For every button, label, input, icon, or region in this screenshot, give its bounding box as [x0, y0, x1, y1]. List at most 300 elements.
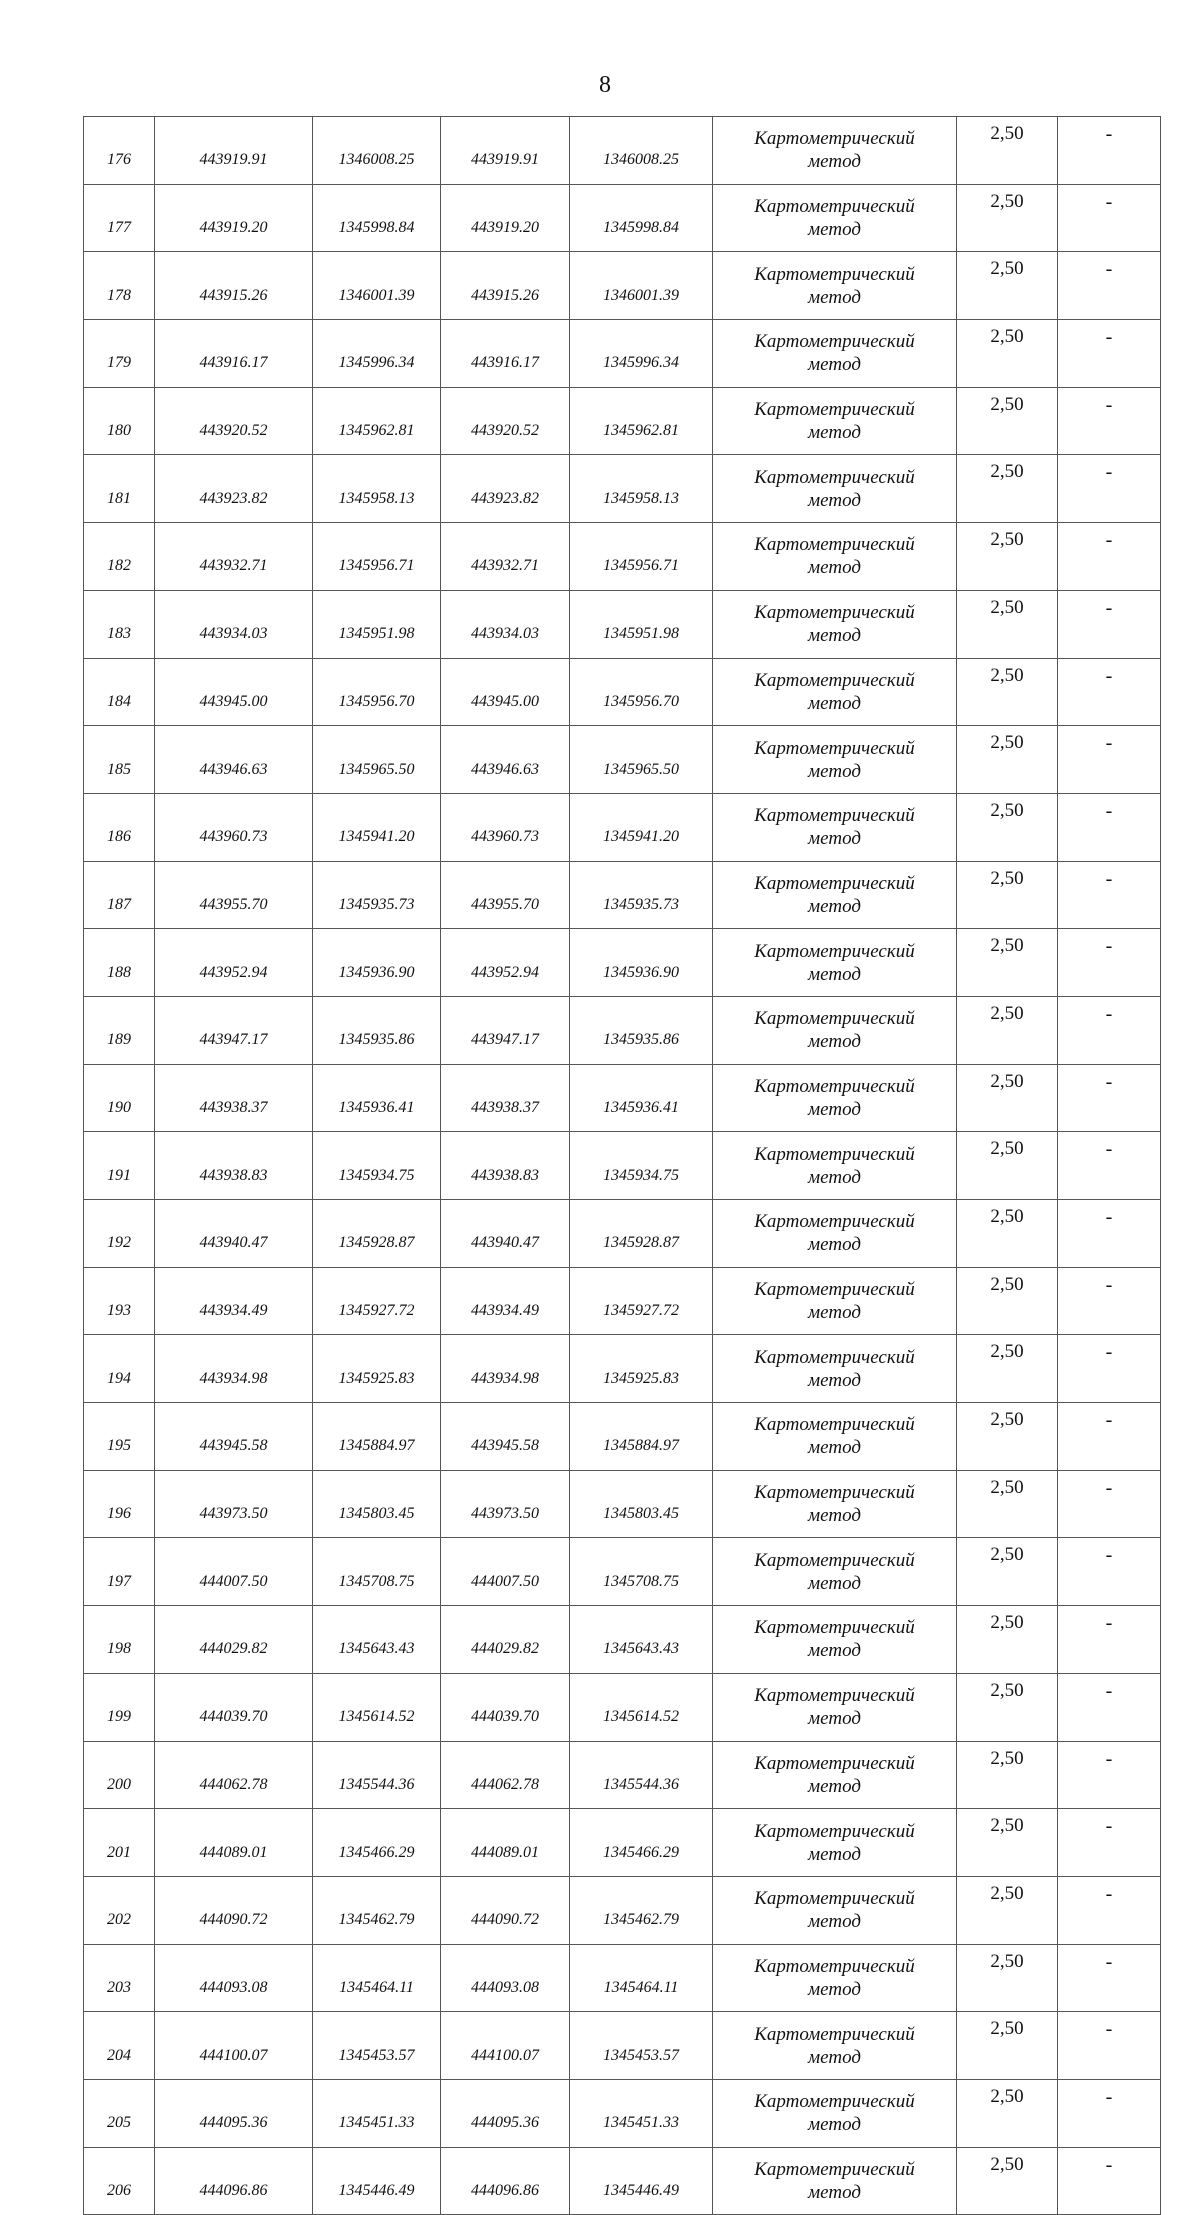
method-cell	[713, 793, 957, 861]
note-cell: -	[1058, 1200, 1161, 1268]
y-existing-cell: 1345928.87	[313, 1200, 441, 1268]
method-cell	[713, 1335, 957, 1403]
accuracy-cell: 2,50	[957, 1606, 1058, 1674]
y-refined-cell: 1345935.73	[570, 861, 713, 929]
table-row	[84, 1876, 1161, 1944]
x-existing-cell: 443919.91	[155, 117, 313, 185]
y-refined-cell: 1345965.50	[570, 726, 713, 794]
x-existing-cell: 443920.52	[155, 387, 313, 455]
method-line-1: Картометрический	[754, 669, 915, 691]
y-existing-cell: 1345934.75	[313, 1132, 441, 1200]
method-cell	[713, 861, 957, 929]
method-line-1: Картометрический	[754, 2158, 915, 2180]
method-cell	[713, 1876, 957, 1944]
method-cell	[713, 1538, 957, 1606]
method-cell	[713, 320, 957, 388]
table-row	[84, 996, 1161, 1064]
y-refined-cell: 1345453.57	[570, 2012, 713, 2080]
x-existing-cell: 444007.50	[155, 1538, 313, 1606]
y-refined-cell: 1345962.81	[570, 387, 713, 455]
y-refined-cell: 1345464.11	[570, 1944, 713, 2012]
x-existing-cell: 443952.94	[155, 929, 313, 997]
method-line-2: метод	[808, 422, 861, 444]
y-existing-cell: 1345614.52	[313, 1673, 441, 1741]
x-existing-cell: 443938.83	[155, 1132, 313, 1200]
x-refined-cell: 443960.73	[441, 793, 570, 861]
accuracy-cell: 2,50	[957, 1673, 1058, 1741]
method-line-1: Картометрический	[754, 128, 915, 150]
y-existing-cell: 1345884.97	[313, 1403, 441, 1471]
y-refined-cell: 1345956.71	[570, 523, 713, 591]
x-refined-cell: 443938.37	[441, 1064, 570, 1132]
accuracy-cell: 2,50	[957, 320, 1058, 388]
accuracy-cell: 2,50	[957, 2012, 1058, 2080]
method-line-2: метод	[808, 1843, 861, 1865]
accuracy-cell: 2,50	[957, 387, 1058, 455]
x-existing-cell: 443947.17	[155, 996, 313, 1064]
note-cell: -	[1058, 793, 1161, 861]
x-existing-cell: 443940.47	[155, 1200, 313, 1268]
note-cell: -	[1058, 523, 1161, 591]
y-existing-cell: 1345956.70	[313, 658, 441, 726]
y-refined-cell: 1345998.84	[570, 184, 713, 252]
method-cell	[713, 2079, 957, 2147]
point-number-cell: 188	[84, 929, 155, 997]
note-cell: -	[1058, 1538, 1161, 1606]
y-refined-cell: 1345803.45	[570, 1470, 713, 1538]
y-existing-cell: 1346008.25	[313, 117, 441, 185]
note-cell: -	[1058, 117, 1161, 185]
accuracy-cell: 2,50	[957, 1064, 1058, 1132]
method-cell	[713, 1470, 957, 1538]
point-number-cell: 195	[84, 1403, 155, 1471]
method-line-2: метод	[808, 1505, 861, 1527]
method-line-2: метод	[808, 1098, 861, 1120]
point-number-cell: 204	[84, 2012, 155, 2080]
method-line-1: Картометрический	[754, 1279, 915, 1301]
accuracy-cell: 2,50	[957, 117, 1058, 185]
y-refined-cell: 1345956.70	[570, 658, 713, 726]
note-cell: -	[1058, 387, 1161, 455]
accuracy-cell: 2,50	[957, 1267, 1058, 1335]
note-cell: -	[1058, 658, 1161, 726]
point-number-cell: 187	[84, 861, 155, 929]
method-cell	[713, 1267, 957, 1335]
point-number-cell: 201	[84, 1809, 155, 1877]
note-cell: -	[1058, 184, 1161, 252]
accuracy-cell: 2,50	[957, 996, 1058, 1064]
x-refined-cell: 443947.17	[441, 996, 570, 1064]
method-line-1: Картометрический	[754, 1617, 915, 1639]
accuracy-cell: 2,50	[957, 1944, 1058, 2012]
y-refined-cell: 1345928.87	[570, 1200, 713, 1268]
method-line-1: Картометрический	[754, 1414, 915, 1436]
x-refined-cell: 443946.63	[441, 726, 570, 794]
x-refined-cell: 443934.98	[441, 1335, 570, 1403]
x-refined-cell: 444062.78	[441, 1741, 570, 1809]
x-existing-cell: 443916.17	[155, 320, 313, 388]
accuracy-cell: 2,50	[957, 1132, 1058, 1200]
point-number-cell: 189	[84, 996, 155, 1064]
x-existing-cell: 444039.70	[155, 1673, 313, 1741]
y-refined-cell: 1345936.90	[570, 929, 713, 997]
point-number-cell: 180	[84, 387, 155, 455]
note-cell: -	[1058, 2079, 1161, 2147]
table-row	[84, 320, 1161, 388]
x-existing-cell: 443945.00	[155, 658, 313, 726]
y-refined-cell: 1345936.41	[570, 1064, 713, 1132]
note-cell: -	[1058, 1809, 1161, 1877]
method-line-2: метод	[808, 1166, 861, 1188]
note-cell: -	[1058, 996, 1161, 1064]
method-cell	[713, 252, 957, 320]
point-number-cell: 192	[84, 1200, 155, 1268]
point-number-cell: 184	[84, 658, 155, 726]
accuracy-cell: 2,50	[957, 1200, 1058, 1268]
x-refined-cell: 444093.08	[441, 1944, 570, 2012]
x-refined-cell: 444100.07	[441, 2012, 570, 2080]
table-row	[84, 117, 1161, 185]
method-line-1: Картометрический	[754, 1955, 915, 1977]
point-number-cell: 194	[84, 1335, 155, 1403]
y-existing-cell: 1345466.29	[313, 1809, 441, 1877]
table-row	[84, 1335, 1161, 1403]
x-existing-cell: 443932.71	[155, 523, 313, 591]
y-existing-cell: 1345935.73	[313, 861, 441, 929]
point-number-cell: 185	[84, 726, 155, 794]
method-line-1: Картометрический	[754, 196, 915, 218]
method-line-1: Картометрический	[754, 2091, 915, 2113]
table-row	[84, 1809, 1161, 1877]
note-cell: -	[1058, 1064, 1161, 1132]
method-line-2: метод	[808, 286, 861, 308]
x-refined-cell: 444090.72	[441, 1876, 570, 1944]
y-refined-cell: 1345708.75	[570, 1538, 713, 1606]
table-row	[84, 2079, 1161, 2147]
method-cell	[713, 658, 957, 726]
y-refined-cell: 1345958.13	[570, 455, 713, 523]
x-existing-cell: 444093.08	[155, 1944, 313, 2012]
method-cell	[713, 1132, 957, 1200]
method-cell	[713, 1673, 957, 1741]
y-existing-cell: 1345956.71	[313, 523, 441, 591]
method-cell	[713, 1403, 957, 1471]
y-existing-cell: 1346001.39	[313, 252, 441, 320]
y-refined-cell: 1345614.52	[570, 1673, 713, 1741]
method-line-2: метод	[808, 1640, 861, 1662]
method-line-1: Картометрический	[754, 1752, 915, 1774]
method-cell	[713, 1741, 957, 1809]
point-number-cell: 196	[84, 1470, 155, 1538]
x-refined-cell: 443919.20	[441, 184, 570, 252]
method-line-1: Картометрический	[754, 399, 915, 421]
y-refined-cell: 1345996.34	[570, 320, 713, 388]
note-cell: -	[1058, 1132, 1161, 1200]
x-refined-cell: 443945.00	[441, 658, 570, 726]
x-existing-cell: 443945.58	[155, 1403, 313, 1471]
table-row	[84, 1606, 1161, 1674]
x-existing-cell: 444029.82	[155, 1606, 313, 1674]
x-existing-cell: 444096.86	[155, 2147, 313, 2215]
x-refined-cell: 443952.94	[441, 929, 570, 997]
y-existing-cell: 1345462.79	[313, 1876, 441, 1944]
point-number-cell: 198	[84, 1606, 155, 1674]
method-cell	[713, 184, 957, 252]
table-row	[84, 793, 1161, 861]
method-line-1: Картометрический	[754, 331, 915, 353]
x-refined-cell: 443973.50	[441, 1470, 570, 1538]
method-line-2: метод	[808, 828, 861, 850]
y-existing-cell: 1345544.36	[313, 1741, 441, 1809]
method-line-2: метод	[808, 625, 861, 647]
x-existing-cell: 443934.98	[155, 1335, 313, 1403]
accuracy-cell: 2,50	[957, 1876, 1058, 1944]
note-cell: -	[1058, 1673, 1161, 1741]
method-cell	[713, 929, 957, 997]
y-existing-cell: 1345965.50	[313, 726, 441, 794]
method-line-1: Картометрический	[754, 1008, 915, 1030]
accuracy-cell: 2,50	[957, 455, 1058, 523]
x-existing-cell: 443938.37	[155, 1064, 313, 1132]
y-refined-cell: 1345951.98	[570, 590, 713, 658]
note-cell: -	[1058, 1267, 1161, 1335]
note-cell: -	[1058, 1741, 1161, 1809]
note-cell: -	[1058, 252, 1161, 320]
y-refined-cell: 1345466.29	[570, 1809, 713, 1877]
point-number-cell: 190	[84, 1064, 155, 1132]
method-line-1: Картометрический	[754, 1888, 915, 1910]
x-existing-cell: 443934.03	[155, 590, 313, 658]
method-line-1: Картометрический	[754, 737, 915, 759]
table-row	[84, 1944, 1161, 2012]
table-row	[84, 252, 1161, 320]
note-cell: -	[1058, 2147, 1161, 2215]
y-existing-cell: 1345935.86	[313, 996, 441, 1064]
y-refined-cell: 1345941.20	[570, 793, 713, 861]
method-line-2: метод	[808, 1302, 861, 1324]
method-line-2: метод	[808, 1572, 861, 1594]
method-line-2: метод	[808, 1911, 861, 1933]
method-line-1: Картометрический	[754, 1820, 915, 1842]
x-existing-cell: 444090.72	[155, 1876, 313, 1944]
method-line-1: Картометрический	[754, 805, 915, 827]
x-existing-cell: 443919.20	[155, 184, 313, 252]
method-line-1: Картометрический	[754, 602, 915, 624]
page-number: 8	[599, 72, 611, 98]
y-refined-cell: 1345934.75	[570, 1132, 713, 1200]
method-line-2: метод	[808, 2181, 861, 2203]
x-refined-cell: 444029.82	[441, 1606, 570, 1674]
y-refined-cell: 1345446.49	[570, 2147, 713, 2215]
y-refined-cell: 1345462.79	[570, 1876, 713, 1944]
method-line-1: Картометрический	[754, 1143, 915, 1165]
x-refined-cell: 443923.82	[441, 455, 570, 523]
method-line-1: Картометрический	[754, 872, 915, 894]
accuracy-cell: 2,50	[957, 590, 1058, 658]
point-number-cell: 182	[84, 523, 155, 591]
x-existing-cell: 443973.50	[155, 1470, 313, 1538]
method-cell	[713, 1809, 957, 1877]
y-existing-cell: 1345996.34	[313, 320, 441, 388]
accuracy-cell: 2,50	[957, 2079, 1058, 2147]
table-row	[84, 523, 1161, 591]
y-existing-cell: 1345708.75	[313, 1538, 441, 1606]
x-existing-cell: 444089.01	[155, 1809, 313, 1877]
method-line-1: Картометрический	[754, 534, 915, 556]
method-cell	[713, 1944, 957, 2012]
accuracy-cell: 2,50	[957, 2147, 1058, 2215]
y-refined-cell: 1345884.97	[570, 1403, 713, 1471]
y-refined-cell: 1345451.33	[570, 2079, 713, 2147]
x-refined-cell: 443934.03	[441, 590, 570, 658]
table-row	[84, 1538, 1161, 1606]
accuracy-cell: 2,50	[957, 1809, 1058, 1877]
point-number-cell: 179	[84, 320, 155, 388]
method-cell	[713, 590, 957, 658]
y-existing-cell: 1345446.49	[313, 2147, 441, 2215]
x-refined-cell: 444039.70	[441, 1673, 570, 1741]
y-existing-cell: 1345936.90	[313, 929, 441, 997]
table-row	[84, 929, 1161, 997]
method-cell	[713, 2147, 957, 2215]
method-cell	[713, 1606, 957, 1674]
x-existing-cell: 443960.73	[155, 793, 313, 861]
point-number-cell: 186	[84, 793, 155, 861]
table-row	[84, 2147, 1161, 2215]
y-existing-cell: 1345464.11	[313, 1944, 441, 2012]
y-existing-cell: 1345962.81	[313, 387, 441, 455]
x-refined-cell: 443932.71	[441, 523, 570, 591]
accuracy-cell: 2,50	[957, 929, 1058, 997]
table-row	[84, 2012, 1161, 2080]
accuracy-cell: 2,50	[957, 184, 1058, 252]
x-existing-cell: 443955.70	[155, 861, 313, 929]
method-cell	[713, 1200, 957, 1268]
note-cell: -	[1058, 1876, 1161, 1944]
method-line-1: Картометрический	[754, 466, 915, 488]
note-cell: -	[1058, 1606, 1161, 1674]
point-number-cell: 202	[84, 1876, 155, 1944]
accuracy-cell: 2,50	[957, 252, 1058, 320]
method-line-2: метод	[808, 1437, 861, 1459]
note-cell: -	[1058, 726, 1161, 794]
method-line-2: метод	[808, 963, 861, 985]
x-refined-cell: 443920.52	[441, 387, 570, 455]
point-number-cell: 191	[84, 1132, 155, 1200]
point-number-cell: 199	[84, 1673, 155, 1741]
note-cell: -	[1058, 1470, 1161, 1538]
y-existing-cell: 1345927.72	[313, 1267, 441, 1335]
y-existing-cell: 1345998.84	[313, 184, 441, 252]
x-existing-cell: 443915.26	[155, 252, 313, 320]
y-refined-cell: 1345643.43	[570, 1606, 713, 1674]
x-existing-cell: 443934.49	[155, 1267, 313, 1335]
method-line-2: метод	[808, 1708, 861, 1730]
method-cell	[713, 1064, 957, 1132]
table-row	[84, 861, 1161, 929]
y-existing-cell: 1345936.41	[313, 1064, 441, 1132]
x-refined-cell: 443955.70	[441, 861, 570, 929]
y-existing-cell: 1345643.43	[313, 1606, 441, 1674]
accuracy-cell: 2,50	[957, 726, 1058, 794]
method-line-1: Картометрический	[754, 1346, 915, 1368]
y-refined-cell: 1346001.39	[570, 252, 713, 320]
table-row	[84, 1267, 1161, 1335]
x-existing-cell: 444095.36	[155, 2079, 313, 2147]
method-cell	[713, 455, 957, 523]
table-row	[84, 1470, 1161, 1538]
point-number-cell: 181	[84, 455, 155, 523]
accuracy-cell: 2,50	[957, 658, 1058, 726]
method-line-2: метод	[808, 692, 861, 714]
x-refined-cell: 444007.50	[441, 1538, 570, 1606]
y-existing-cell: 1345958.13	[313, 455, 441, 523]
method-line-2: метод	[808, 1234, 861, 1256]
table-row	[84, 1673, 1161, 1741]
method-cell	[713, 996, 957, 1064]
method-line-2: метод	[808, 557, 861, 579]
y-refined-cell: 1345925.83	[570, 1335, 713, 1403]
method-line-1: Картометрический	[754, 263, 915, 285]
x-refined-cell: 444096.86	[441, 2147, 570, 2215]
table-row	[84, 455, 1161, 523]
method-line-2: метод	[808, 151, 861, 173]
y-existing-cell: 1345925.83	[313, 1335, 441, 1403]
note-cell: -	[1058, 2012, 1161, 2080]
method-line-1: Картометрический	[754, 1549, 915, 1571]
method-line-2: метод	[808, 2114, 861, 2136]
x-existing-cell: 444100.07	[155, 2012, 313, 2080]
accuracy-cell: 2,50	[957, 793, 1058, 861]
accuracy-cell: 2,50	[957, 1403, 1058, 1471]
x-refined-cell: 444089.01	[441, 1809, 570, 1877]
point-number-cell: 205	[84, 2079, 155, 2147]
point-number-cell: 183	[84, 590, 155, 658]
method-cell	[713, 726, 957, 794]
note-cell: -	[1058, 455, 1161, 523]
y-refined-cell: 1345927.72	[570, 1267, 713, 1335]
method-line-1: Картометрический	[754, 940, 915, 962]
x-refined-cell: 443940.47	[441, 1200, 570, 1268]
note-cell: -	[1058, 929, 1161, 997]
method-line-2: метод	[808, 489, 861, 511]
y-existing-cell: 1345941.20	[313, 793, 441, 861]
table-row	[84, 1741, 1161, 1809]
method-line-2: метод	[808, 1775, 861, 1797]
table-row	[84, 1403, 1161, 1471]
x-refined-cell: 443916.17	[441, 320, 570, 388]
y-refined-cell: 1345935.86	[570, 996, 713, 1064]
x-existing-cell: 443923.82	[155, 455, 313, 523]
x-refined-cell: 443919.91	[441, 117, 570, 185]
note-cell: -	[1058, 861, 1161, 929]
method-line-2: метод	[808, 2046, 861, 2068]
method-line-1: Картометрический	[754, 1685, 915, 1707]
x-refined-cell: 443945.58	[441, 1403, 570, 1471]
note-cell: -	[1058, 590, 1161, 658]
point-number-cell: 203	[84, 1944, 155, 2012]
coordinates-table	[83, 116, 1161, 2215]
point-number-cell: 206	[84, 2147, 155, 2215]
method-cell	[713, 117, 957, 185]
note-cell: -	[1058, 1335, 1161, 1403]
x-refined-cell: 443934.49	[441, 1267, 570, 1335]
method-line-2: метод	[808, 760, 861, 782]
method-line-2: метод	[808, 354, 861, 376]
point-number-cell: 176	[84, 117, 155, 185]
point-number-cell: 178	[84, 252, 155, 320]
point-number-cell: 200	[84, 1741, 155, 1809]
